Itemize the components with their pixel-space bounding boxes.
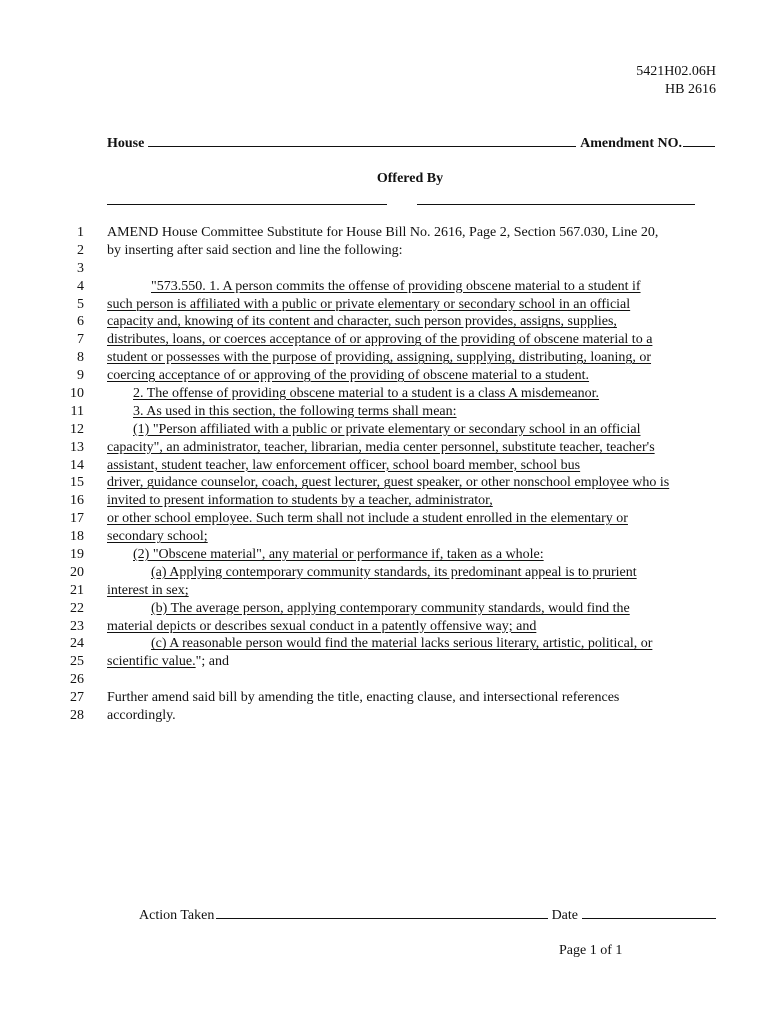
line-text: [107, 349, 651, 367]
line-number: 23: [70, 618, 84, 634]
line-text: [107, 242, 402, 260]
document-identifier: [636, 63, 716, 99]
line-text: [107, 457, 580, 475]
line-text-content: invited to present information to students by a teacher, administrator,: [107, 493, 493, 509]
document-line: [0, 510, 770, 528]
line-text-content: student or possesses with the purpose of providing, assigning, supplying, distributing, loaning, or: [107, 350, 652, 366]
line-text: [107, 474, 669, 492]
document-line: [0, 600, 770, 618]
line-text: [107, 582, 189, 600]
document-line: [0, 403, 770, 421]
line-text-content: assistant, student teacher, law enforcement officer, school board member, school bus: [107, 457, 581, 473]
line-text-content: accordingly.: [107, 708, 176, 724]
line-text-content: capacity", an administrator, teacher, librarian, media center personnel, substitute teacher, teacher's: [107, 439, 655, 455]
line-text-content: 3. As used in this section, the following terms shall mean:: [133, 403, 457, 419]
document-line: [0, 349, 770, 367]
line-text: [107, 492, 493, 510]
line-text: [107, 296, 630, 314]
document-line: [0, 296, 770, 314]
document-line: [0, 331, 770, 349]
line-text: [151, 564, 637, 582]
doc-code: 5421H02.06H: [636, 64, 716, 79]
document-line: [0, 439, 770, 457]
document-line: [0, 546, 770, 564]
line-text-content: (b) The average person, applying contemporary community standards, would find the: [151, 600, 630, 616]
date-blank: [582, 906, 716, 919]
document-line: [0, 635, 770, 653]
line-text-content: capacity and, knowing of its content and character, such person provides, assigns, supplies,: [107, 314, 617, 330]
document-line: [0, 564, 770, 582]
document-line: [0, 474, 770, 492]
document-line: [0, 367, 770, 385]
line-number: 5: [77, 296, 84, 312]
house-label: House: [107, 136, 145, 151]
line-number: 20: [70, 564, 84, 580]
action-taken-label: Action Taken: [139, 908, 215, 923]
line-text-content: such person is affiliated with a public or private elementary or secondary school in an official: [107, 296, 631, 312]
line-number: 11: [70, 403, 84, 419]
line-number: 13: [70, 439, 84, 455]
line-text: [151, 278, 641, 296]
line-number: 6: [77, 314, 84, 330]
document-line: [0, 618, 770, 636]
line-number: 14: [70, 457, 84, 473]
document-line: [0, 528, 770, 546]
numbered-text-lines: [0, 224, 770, 725]
line-text: [133, 546, 544, 564]
line-text: [107, 528, 208, 546]
line-text-content: coercing acceptance of or approving of the providing of obscene material to a student.: [107, 368, 590, 384]
line-text: [107, 367, 589, 385]
line-number: 19: [70, 547, 84, 563]
document-line: [0, 492, 770, 510]
line-text-content: by inserting after said section and line the following:: [107, 242, 403, 258]
house-blank-line: [148, 134, 576, 147]
line-text-content: (a) Applying contemporary community standards, its predominant appeal is to prurient: [151, 564, 637, 580]
line-text-content: scientific value.: [107, 654, 196, 670]
line-number: 22: [70, 600, 84, 616]
line-text-content: (c) A reasonable person would find the material lacks serious literary, artistic, political, or: [151, 636, 653, 652]
line-number: 3: [77, 260, 84, 276]
document-line: [0, 224, 770, 242]
line-text-content: 2. The offense of providing obscene material to a student is a class A misdemeanor.: [133, 386, 600, 402]
line-text: [133, 421, 640, 439]
document-line: [0, 421, 770, 439]
line-text: [107, 439, 655, 457]
action-taken-row: [139, 906, 716, 924]
line-text: [133, 403, 457, 421]
document-line: [0, 671, 770, 689]
line-text-content: (2) "Obscene material", any material or performance if, taken as a whole:: [133, 547, 544, 563]
document-line: [0, 242, 770, 260]
document-line: [0, 313, 770, 331]
offered-by-signature-line-right: [417, 204, 695, 205]
action-taken-blank: [216, 906, 547, 919]
line-text: [151, 635, 652, 653]
amendment-number-blank: [683, 134, 715, 147]
line-text: [107, 707, 176, 725]
line-text: [107, 653, 229, 671]
line-number: 28: [70, 708, 84, 724]
line-text: [107, 331, 652, 349]
document-line: [0, 689, 770, 707]
line-number: 17: [70, 511, 84, 527]
line-text-content: or other school employee. Such term shall not include a student enrolled in the elementary or: [107, 511, 628, 527]
house-amendment-row: [107, 134, 715, 152]
line-text: [107, 224, 658, 242]
line-text: [107, 618, 536, 636]
line-text-content: secondary school;: [107, 529, 208, 545]
line-text: [151, 600, 630, 618]
document-line: [0, 385, 770, 403]
line-text-content: distributes, loans, or coerces acceptance of or approving of the providing of obscene material to a: [107, 332, 653, 348]
line-text-content: material depicts or describes sexual conduct in a patently offensive way; and: [107, 618, 537, 634]
document-line: [0, 457, 770, 475]
offered-by-label: Offered By: [376, 171, 444, 186]
date-label: Date: [551, 908, 578, 923]
line-text-content: (1) "Person affiliated with a public or private elementary or secondary school in an official: [133, 421, 641, 437]
line-number: 16: [70, 493, 84, 509]
line-number: 27: [70, 690, 84, 706]
line-number: 10: [70, 386, 84, 402]
amendment-number-label: Amendment NO.: [580, 136, 682, 151]
page-number: Page 1 of 1: [559, 943, 623, 958]
line-text: [107, 313, 617, 331]
line-number: 4: [77, 278, 84, 294]
line-number: 25: [70, 654, 84, 670]
line-number: 15: [70, 475, 84, 491]
line-number: 7: [77, 332, 84, 348]
line-number: 18: [70, 529, 84, 545]
line-text-tail: "; and: [195, 654, 229, 670]
line-number: 1: [77, 225, 84, 240]
line-number: 9: [77, 368, 84, 384]
bill-number: HB 2616: [665, 82, 716, 97]
line-text: [133, 385, 599, 403]
document-line: [0, 260, 770, 278]
line-text-content: interest in sex;: [107, 582, 189, 598]
line-text-content: AMEND House Committee Substitute for House Bill No. 2616, Page 2, Section 567.030, Line 20,: [107, 225, 659, 240]
document-line: [0, 278, 770, 296]
line-text: [107, 689, 619, 707]
line-number: 21: [70, 582, 84, 598]
line-number: 24: [70, 636, 84, 652]
document-line: [0, 653, 770, 671]
line-number: 12: [70, 421, 84, 437]
line-text-content: Further amend said bill by amending the title, enacting clause, and intersectional references: [107, 690, 620, 706]
line-text-content: driver, guidance counselor, coach, guest lecturer, guest speaker, or other nonschool employee who is: [107, 475, 670, 491]
line-number: 26: [70, 672, 84, 688]
document-line: [0, 707, 770, 725]
offered-by-signature-line-left: [107, 204, 387, 205]
document-line: [0, 582, 770, 600]
line-number: 2: [77, 242, 84, 258]
line-number: 8: [77, 350, 84, 366]
line-text: [107, 510, 628, 528]
line-text-content: "573.550. 1. A person commits the offense of providing obscene material to a student if: [151, 278, 641, 294]
